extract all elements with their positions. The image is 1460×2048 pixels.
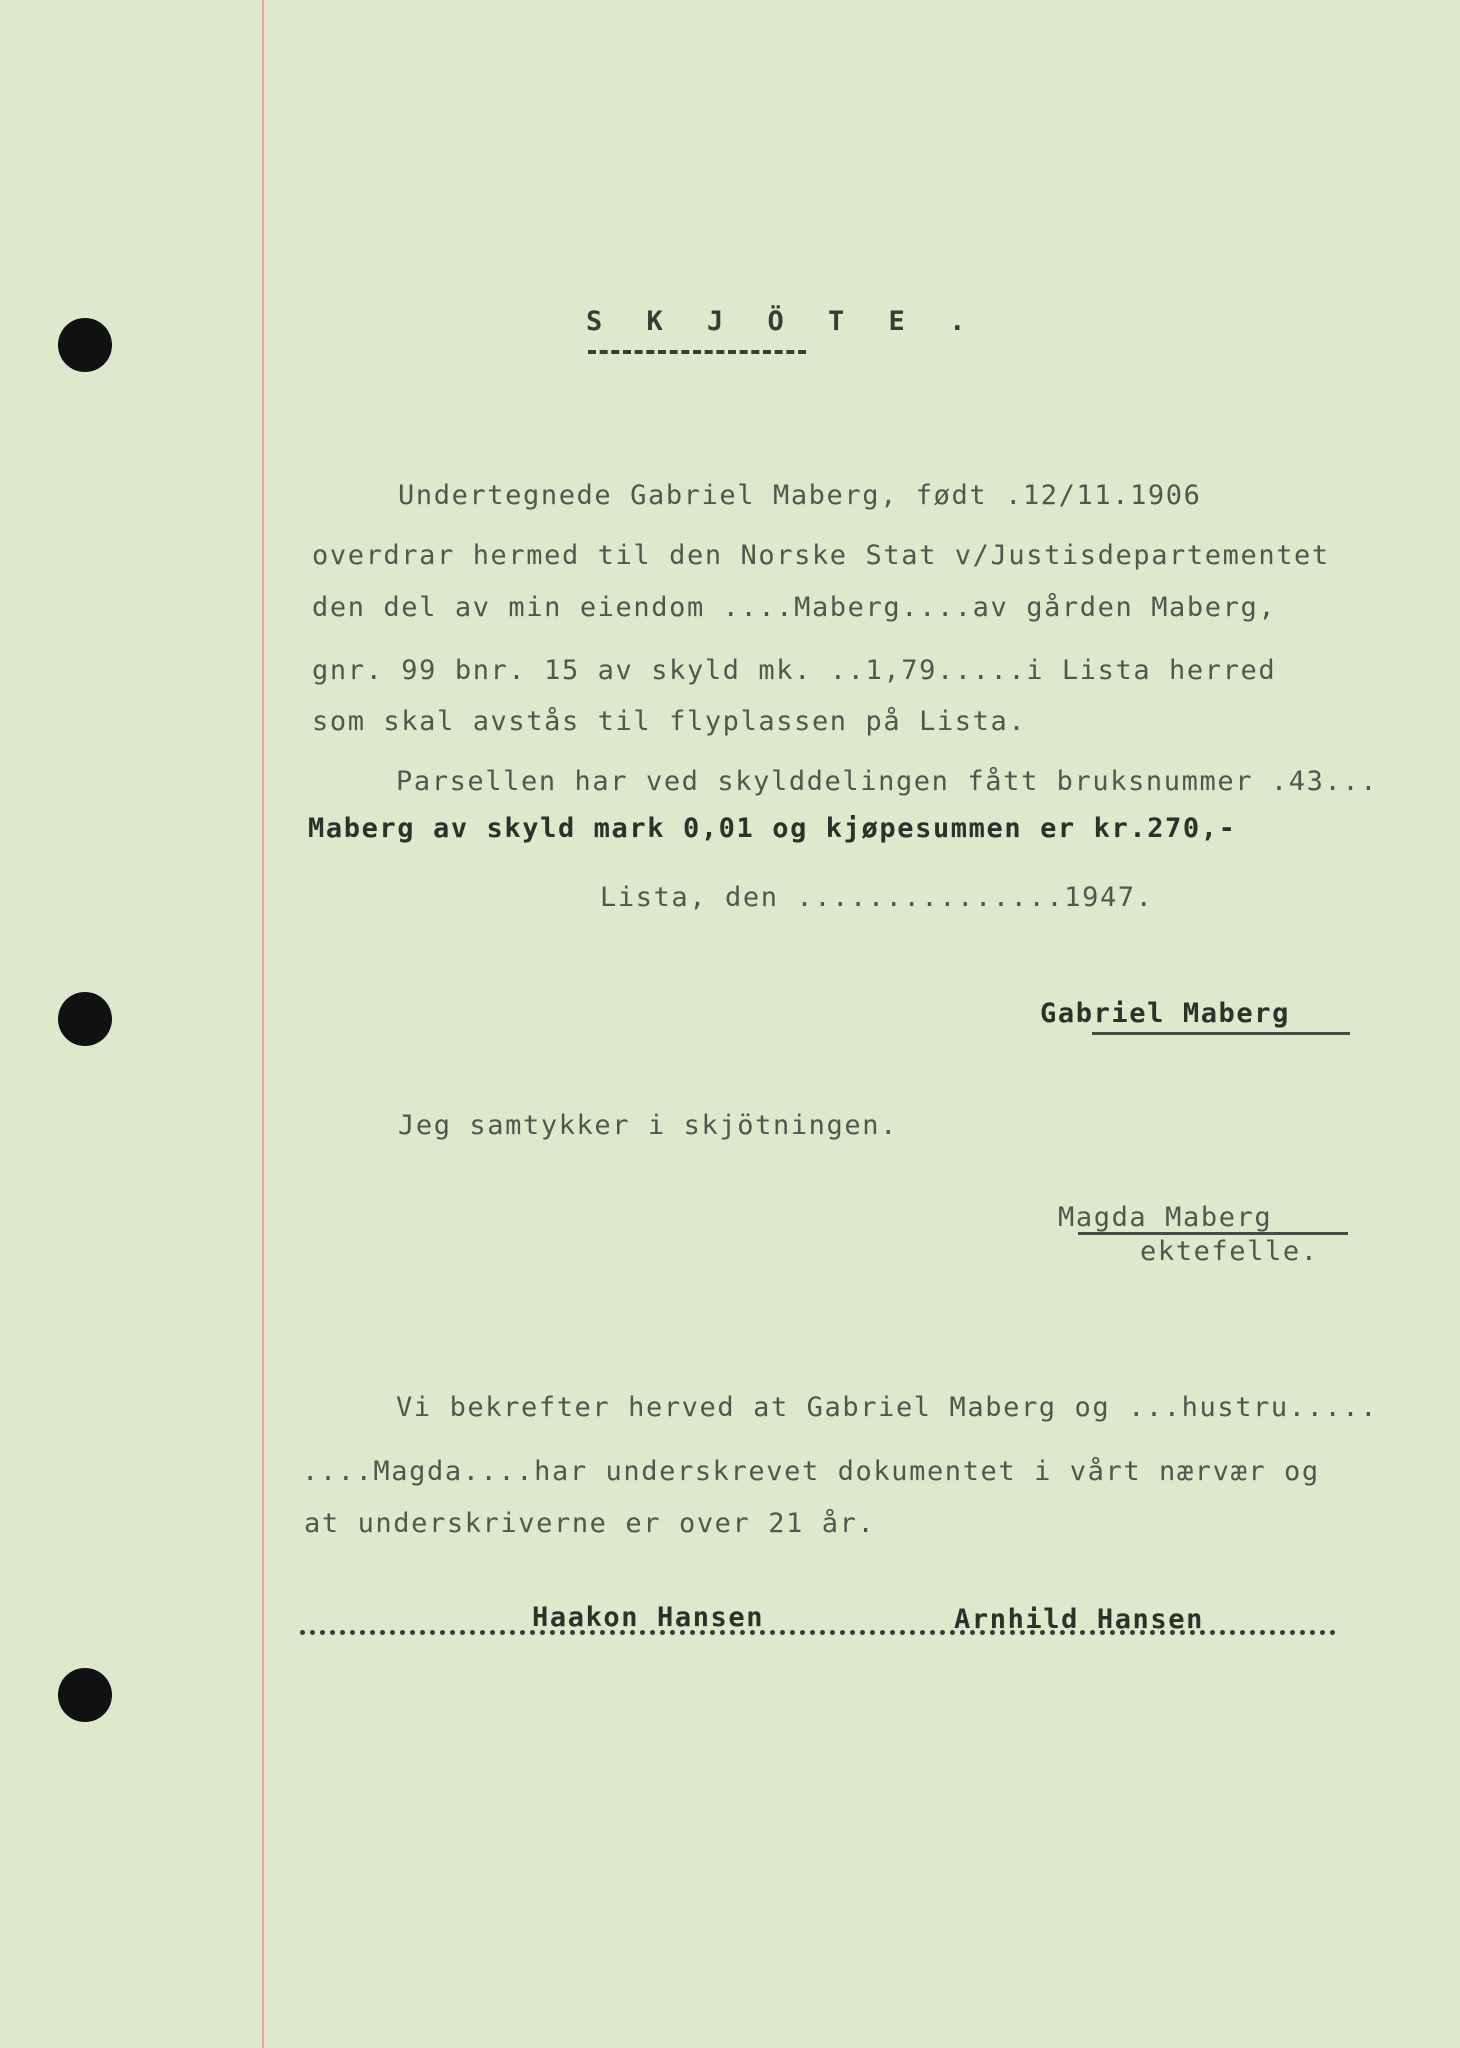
seller-signature: Gabriel Maberg <box>1040 998 1290 1029</box>
seller-signature-line <box>1092 1032 1350 1035</box>
witness-line-1: Vi bekrefter herved at Gabriel Maberg og ...hustru..... <box>396 1392 1379 1423</box>
witness-2-signature: Arnhild Hansen <box>954 1604 1204 1635</box>
date-line: Lista, den ...............1947. <box>600 882 1154 913</box>
witness-line-3: at underskriverne er over 21 år. <box>304 1508 876 1539</box>
spouse-signature: Magda Maberg <box>1058 1202 1273 1233</box>
document-title: S K J Ö T E . <box>586 306 980 337</box>
body-line-5: som skal avstås til flyplassen på Lista. <box>312 706 1027 737</box>
body-line-2: overdrar hermed til den Norske Stat v/Justisdepartementet <box>312 540 1330 571</box>
punch-hole-bottom <box>58 1668 112 1722</box>
body-line-3: den del av min eiendom ....Maberg....av gården Maberg, <box>312 592 1277 623</box>
witness-line-2: ....Magda....har underskrevet dokumentet i vårt nærvær og <box>302 1456 1320 1487</box>
spouse-role: ektefelle. <box>1140 1236 1319 1267</box>
body-line-1: Undertegnede Gabriel Maberg, født .12/11.1906 <box>398 480 1202 511</box>
spouse-signature-line <box>1078 1232 1348 1235</box>
witness-dotted-line <box>300 1630 1336 1635</box>
body-line-7: Maberg av skyld mark 0,01 og kjøpesummen er kr.270,- <box>308 813 1237 844</box>
title-underline <box>588 350 806 354</box>
body-line-6: Parsellen har ved skylddelingen fått bruksnummer .43... <box>396 766 1379 797</box>
witness-1-signature: Haakon Hansen <box>532 1602 765 1633</box>
body-line-4: gnr. 99 bnr. 15 av skyld mk. ..1,79.....i Lista herred <box>312 655 1277 686</box>
margin-rule <box>262 0 264 2048</box>
consent-text: Jeg samtykker i skjötningen. <box>398 1110 898 1141</box>
punch-hole-top <box>58 318 112 372</box>
punch-hole-middle <box>58 992 112 1046</box>
